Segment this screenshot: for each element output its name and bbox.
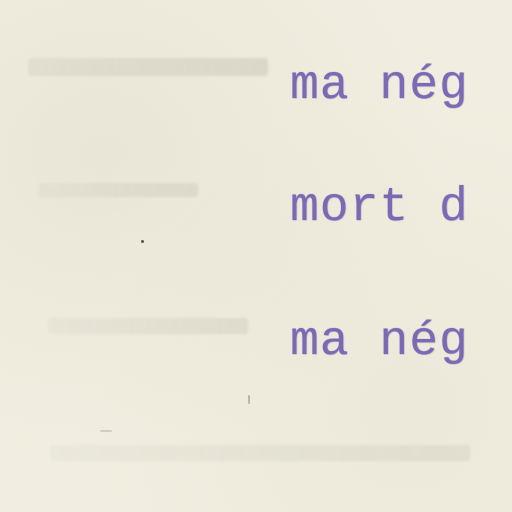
paper-speck (141, 240, 144, 243)
bleed-through-mark (50, 445, 470, 461)
bleed-through-mark (48, 318, 248, 334)
bleed-through-mark (28, 58, 268, 76)
paper-speck (100, 430, 112, 432)
paper-speck (248, 395, 250, 404)
typed-line: mort d (290, 181, 469, 235)
typed-line: ma nég (290, 315, 469, 369)
typed-line: ma nég (290, 59, 469, 113)
bleed-through-mark (38, 183, 198, 197)
